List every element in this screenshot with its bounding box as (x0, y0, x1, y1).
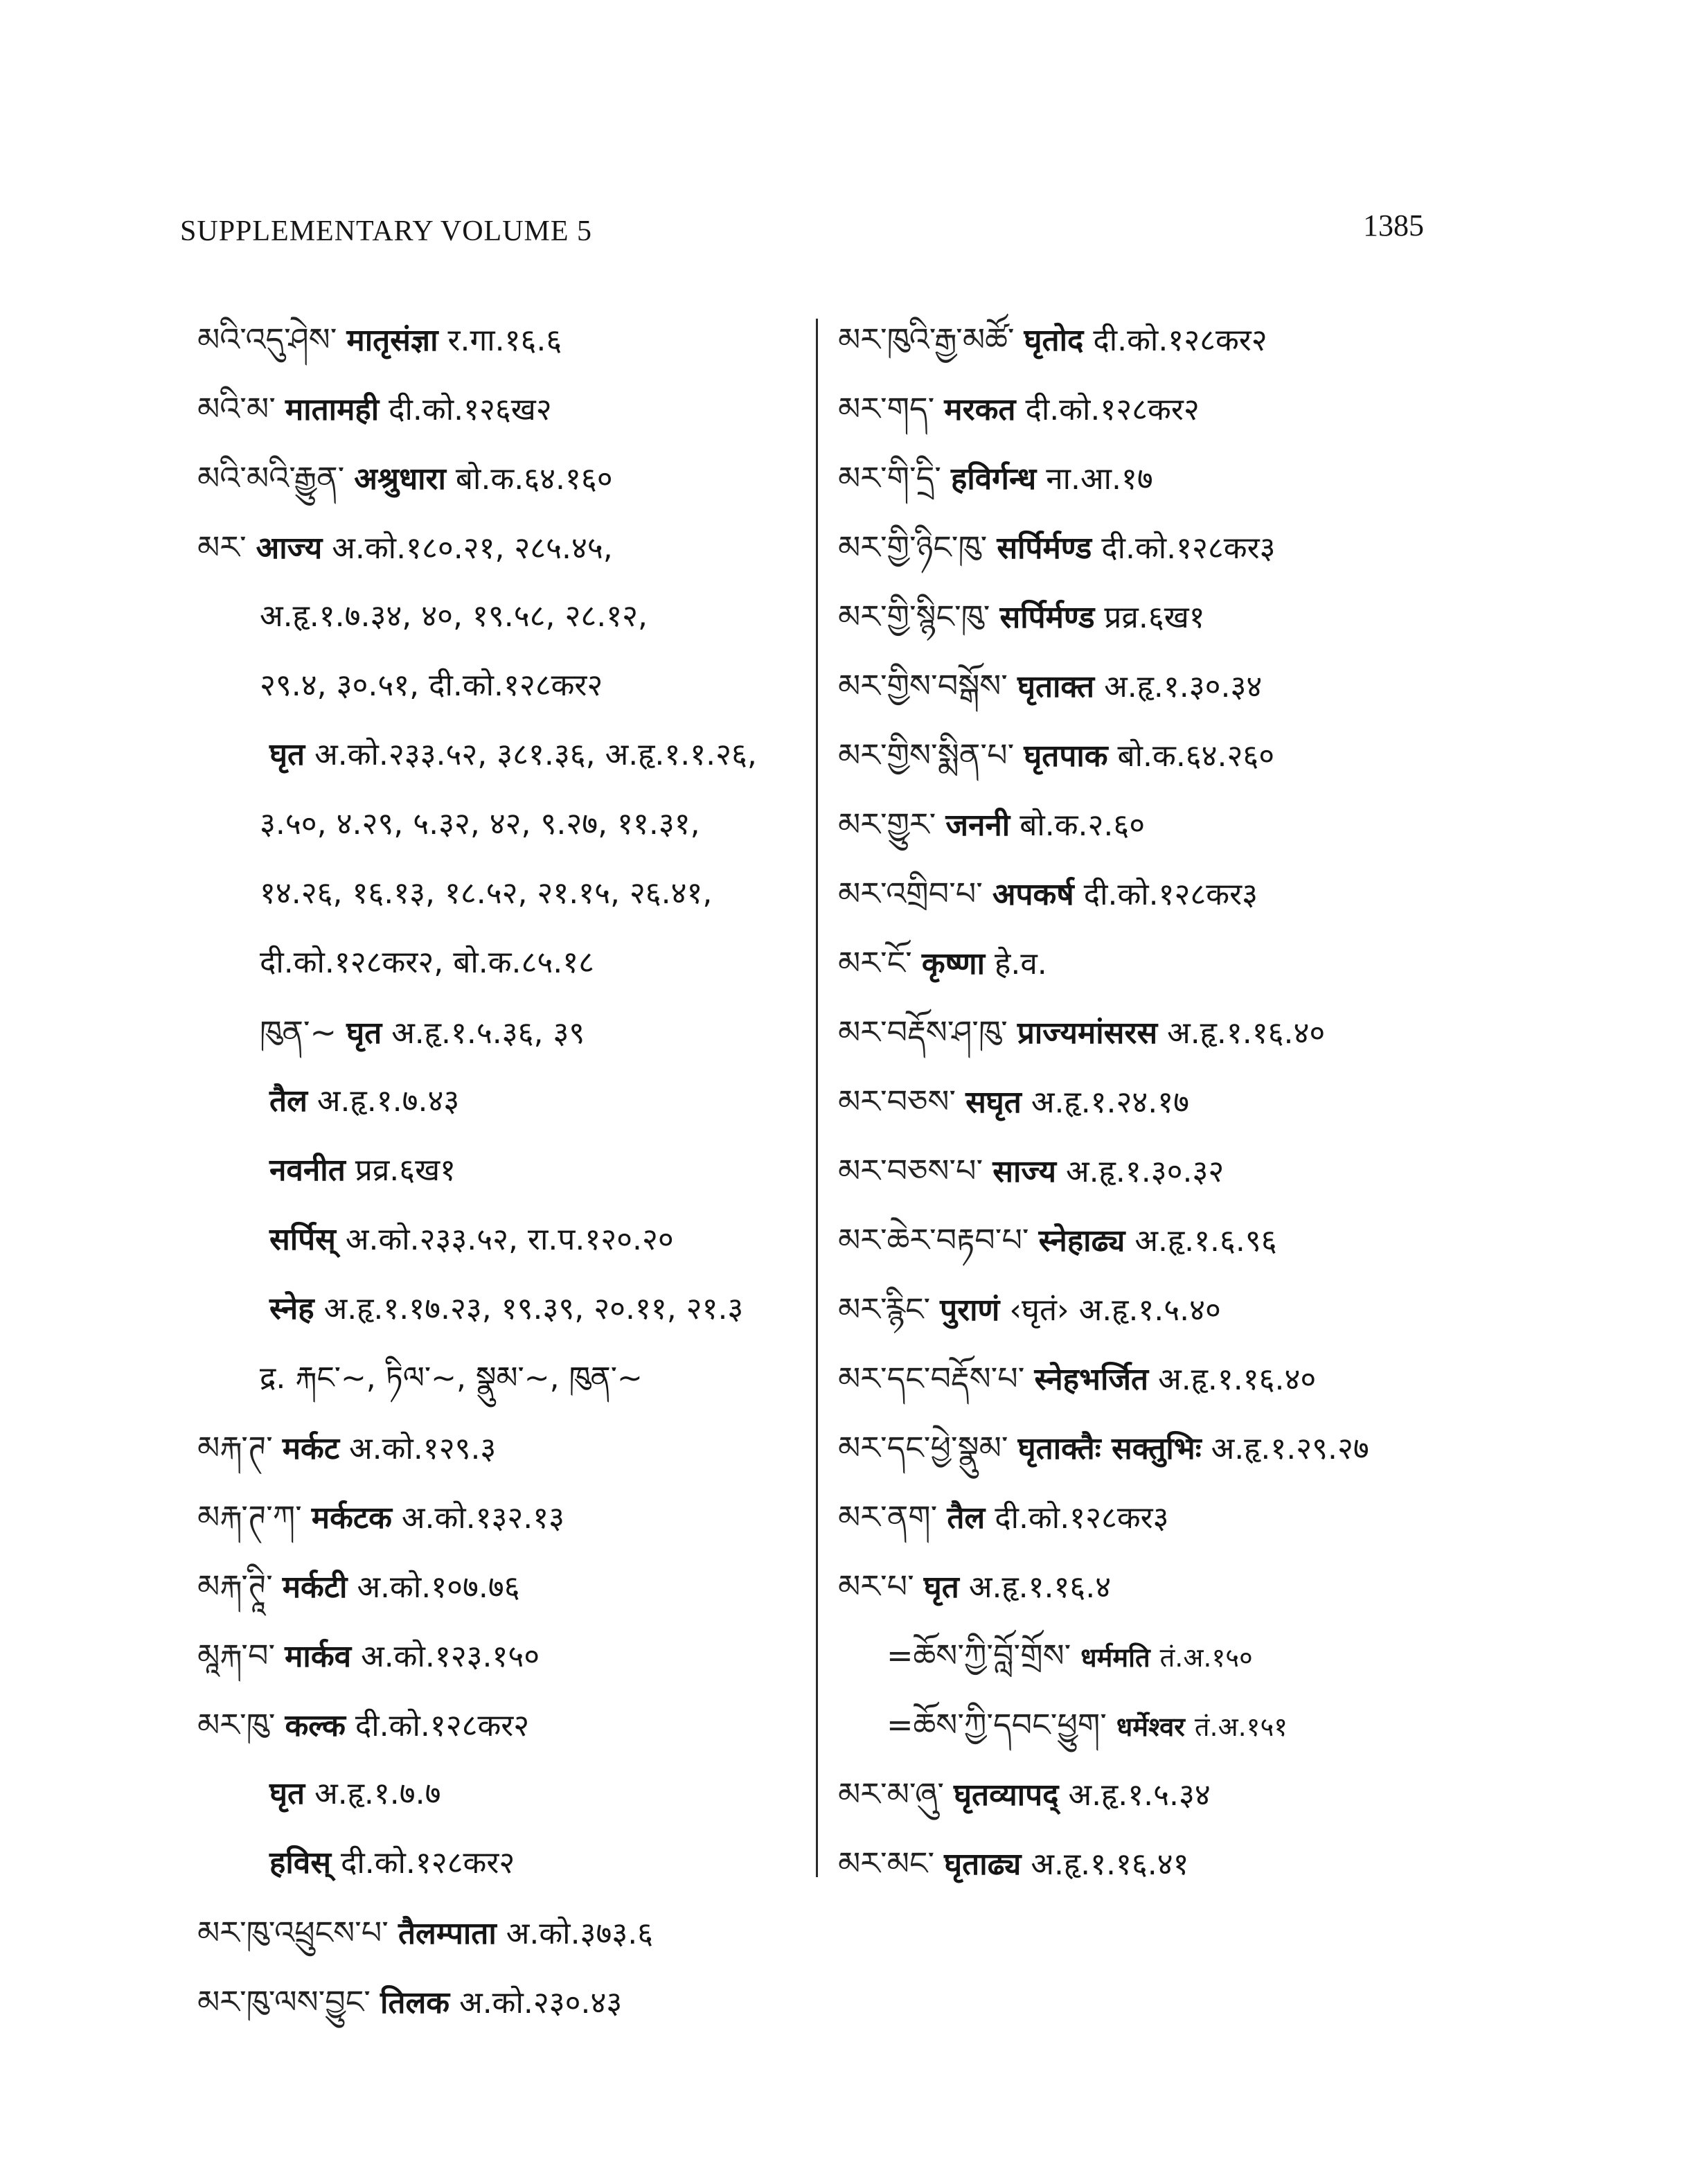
cross-reference (838, 1690, 1475, 1759)
source-reference: अ.हृ.१.२९.२७ (1211, 1431, 1369, 1466)
reference-continuation (197, 790, 814, 859)
sanskrit-equivalent: स्नेहभर्जित (1034, 1362, 1149, 1397)
dictionary-entry (197, 374, 814, 443)
tibetan-headword: མར་པ་ (838, 1568, 914, 1605)
source-reference: अ.हृ.१.१७.२३, १९.३९, २०.११, २१.३ (323, 1291, 744, 1326)
tibetan-headword: མར་བརྡོས་ཤ་ཁུ་ (838, 1013, 1008, 1051)
dictionary-entry (197, 443, 814, 513)
sense-prefix: ཁུན་~ (260, 1013, 337, 1051)
dictionary-entry (838, 374, 1475, 443)
source-reference: अ.को.२३०.४३ (459, 1985, 623, 2021)
source-reference: तं.अ.१५० (1159, 1642, 1253, 1673)
dictionary-entry (838, 305, 1475, 374)
source-reference: अ.हृ.१.७.३४, ४०, १९.५८, २८.१२, (260, 598, 648, 634)
entry-sense (197, 1275, 814, 1344)
dictionary-entry (838, 651, 1475, 720)
source-reference: अ.को.१२३.१५० (361, 1639, 540, 1674)
tibetan-headword: མར་ (197, 529, 247, 566)
entry-sense (197, 997, 814, 1067)
sanskrit-equivalent: प्राज्यमांसरस (1017, 1015, 1158, 1051)
sanskrit-equivalent: घृत (269, 1776, 305, 1811)
sanskrit-equivalent: मर्कट (282, 1431, 340, 1466)
dictionary-entry (838, 443, 1475, 513)
dictionary-entry (197, 1690, 814, 1759)
tibetan-headword: མར་དང་ཕྱེ་སྣུམ་ (838, 1429, 1008, 1466)
tibetan-headword: མརྐ་ཊཱི་ (197, 1568, 273, 1605)
source-reference: दी.को.१२८कर३ (1101, 531, 1276, 566)
sanskrit-equivalent: तिलक (380, 1985, 450, 2021)
sanskrit-equivalent: अपकर्ष (992, 877, 1074, 912)
source-reference: अ.को.३७३.६ (506, 1916, 654, 1951)
tibetan-headword: མར་བཅས་པ་ (838, 1152, 983, 1189)
tibetan-headword: མར་མ་ཞུ་ (838, 1775, 945, 1813)
source-reference: प्रव्र.६ख१ (1104, 600, 1205, 635)
sanskrit-equivalent: धर्ममति (1080, 1642, 1150, 1673)
source-reference: अ.को.२३३.५२, ३८१.३६, अ.हृ.१.१.२६, (314, 737, 757, 772)
tibetan-headword: མར་ནག་ (838, 1498, 938, 1536)
tibetan-headword: མར་གི་དྲི་ (838, 459, 941, 497)
dictionary-entry (197, 513, 814, 582)
page-number: 1385 (1363, 208, 1424, 242)
dictionary-entry (197, 1621, 814, 1690)
tibetan-headword: མར་རྙིང་ (838, 1290, 931, 1328)
dictionary-entry (838, 1482, 1475, 1552)
tibetan-headword: མར་མང་ (838, 1845, 935, 1882)
sanskrit-equivalent: स्नेह (269, 1291, 314, 1326)
source-reference: बो.क.२.६० (1019, 808, 1146, 843)
source-reference: ३.५०, ४.२९, ५.३२, ४२, ९.२७, ११.३१, (260, 806, 700, 842)
source-reference: अ.हृ.१.३०.३४ (1104, 669, 1263, 704)
sanskrit-equivalent: घृताढ्य (944, 1847, 1022, 1882)
running-head: SUPPLEMENTARY VOLUME 5 (180, 215, 593, 247)
sanskrit-equivalent: सर्पिर्मण्ड (997, 531, 1092, 566)
dictionary-entry (838, 859, 1475, 928)
source-reference: दी.को.१२८कर३ (995, 1500, 1169, 1536)
dictionary-entry (838, 997, 1475, 1067)
tibetan-headword: མར་གད་ (838, 390, 935, 427)
source-reference: दी.को.१२८कर२ (340, 1845, 515, 1881)
sanskrit-equivalent: सघृत (965, 1085, 1022, 1120)
dictionary-entry (838, 1413, 1475, 1482)
tibetan-headword: མར་ཆེར་བརྟབ་པ་ (838, 1221, 1029, 1259)
source-reference: बो.क.६४.१६० (455, 461, 613, 497)
right-column (838, 305, 1475, 1898)
source-reference: २९.४, ३०.५१, दी.को.१२८कर२ (260, 668, 603, 703)
tibetan-headword: མའི་མའི་རྒྱུན་ (197, 459, 345, 497)
source-reference: दी.को.१२८कर२ (1025, 392, 1200, 427)
sanskrit-equivalent: आज्य (256, 531, 323, 566)
sanskrit-equivalent: घृताक्त (1017, 669, 1095, 704)
source-reference: अ.हृ.१.३०.३२ (1066, 1154, 1224, 1189)
sanskrit-equivalent: नवनीत (269, 1153, 346, 1188)
tibetan-headword: མར་ཁུ་འཕྲུངས་པ་ (197, 1914, 389, 1951)
entry-sense (197, 1205, 814, 1275)
source-reference: ‹घृतं› अ.हृ.१.५.४० (1009, 1293, 1221, 1328)
tibetan-headword: མར་བཅས་ (838, 1083, 956, 1120)
source-reference: प्रव्र.६ख१ (355, 1153, 456, 1188)
source-reference: तं.अ.१५१ (1194, 1712, 1288, 1742)
sanskrit-equivalent: कल्क (285, 1708, 346, 1743)
source-reference: अ.हृ.१.५.३४ (1068, 1777, 1211, 1813)
sanskrit-equivalent: मातृसंज्ञा (346, 323, 438, 358)
dictionary-entry (838, 1136, 1475, 1205)
tibetan-headword: མར་དང་བརྡོས་པ་ (838, 1360, 1025, 1397)
source-reference: द्र. རྐང་~, ཏིལ་~, སྣུམ་~, ཁུན་~ (260, 1360, 643, 1396)
dictionary-entry (838, 1829, 1475, 1898)
tibetan-headword: མར་འགྲིབ་པ་ (838, 875, 983, 912)
sanskrit-equivalent: जननी (945, 808, 1010, 843)
sanskrit-equivalent: सर्पिस् (269, 1222, 336, 1257)
tibetan-headword: མའི་འདུ་ཤེས་ (197, 321, 337, 358)
sanskrit-equivalent: घृताक्तैः सक्तुभिः (1017, 1431, 1202, 1466)
sanskrit-equivalent: सर्पिर्मण्ड (999, 600, 1095, 635)
sanskrit-equivalent: धर्मेश्वर (1116, 1712, 1185, 1742)
sanskrit-equivalent: कृष्णा (921, 946, 985, 982)
dictionary-entry (838, 1552, 1475, 1621)
reference-continuation (197, 928, 814, 997)
source-reference: अ.को.२३३.५२, रा.प.१२०.२० (345, 1222, 674, 1257)
source-reference: अ.को.१८०.२१, २८५.४५, (332, 531, 613, 566)
tibetan-headword: མར་གྱིས་སྨིན་པ་ (838, 736, 1015, 774)
entry-sense (197, 1067, 814, 1136)
dictionary-entry (838, 790, 1475, 859)
sanskrit-equivalent: साज्य (992, 1154, 1057, 1189)
source-reference: दी.को.१२८कर२ (1093, 323, 1267, 358)
tibetan-headword: མཱརྐ་བ་ (197, 1637, 276, 1674)
tibetan-headword: མར་གྱི་ཉིང་ཁུ་ (838, 529, 988, 566)
dictionary-entry (197, 1482, 814, 1552)
sanskrit-equivalent: मर्कटक (311, 1500, 392, 1536)
dictionary-entry (838, 1067, 1475, 1136)
dictionary-entry (838, 1275, 1475, 1344)
dictionary-entry (197, 1552, 814, 1621)
source-reference: अ.हृ.१.१६.४१ (1031, 1847, 1189, 1882)
tibetan-headword: མར་གྱུར་ (838, 806, 936, 843)
sanskrit-equivalent: मरकत (944, 392, 1016, 427)
source-reference: र.गा.१६.६ (447, 323, 562, 358)
column-divider (816, 319, 818, 1877)
dictionary-entry (197, 1413, 814, 1482)
source-reference: अ.हृ.१.७.७ (314, 1776, 441, 1811)
sanskrit-equivalent: घृत (269, 737, 305, 772)
source-reference: ना.आ.१७ (1046, 461, 1153, 497)
cross-reference (838, 1621, 1475, 1690)
sanskrit-equivalent: घृतोद (1024, 323, 1084, 358)
reference-continuation (197, 651, 814, 720)
sanskrit-equivalent: तैलम्पाता (398, 1916, 497, 1951)
sanskrit-equivalent: घृत (923, 1570, 959, 1605)
source-reference: अ.हृ.१.६.९६ (1134, 1223, 1277, 1259)
sanskrit-equivalent: पुराणं (940, 1293, 1000, 1328)
dictionary-entry (197, 1898, 814, 1967)
sanskrit-equivalent: हविस् (269, 1845, 331, 1881)
page-header (180, 208, 1424, 256)
source-reference: दी.को.१२८कर२, बो.क.८५.१८ (260, 945, 594, 980)
dictionary-entry (838, 1759, 1475, 1829)
dictionary-entry (838, 1205, 1475, 1275)
dictionary-entry (838, 1344, 1475, 1413)
sanskrit-equivalent: मर्कटी (282, 1570, 348, 1605)
source-reference: दी.को.१२८कर३ (1083, 877, 1258, 912)
sanskrit-equivalent: तैल (947, 1500, 986, 1536)
dictionary-entry (838, 513, 1475, 582)
source-reference: बो.क.६४.२६० (1117, 738, 1275, 774)
source-reference: अ.हृ.१.७.४३ (317, 1083, 460, 1119)
source-reference: हे.व. (994, 946, 1047, 982)
entry-sense (197, 720, 814, 790)
dictionary-entry (838, 720, 1475, 790)
source-reference: १४.२६, १६.१३, १८.५२, २१.१५, २६.४१, (260, 876, 713, 911)
sanskrit-equivalent: तैल (269, 1083, 308, 1119)
entry-sense (197, 1759, 814, 1829)
sanskrit-equivalent: मातामही (285, 392, 380, 427)
source-reference: अ.हृ.१.१६.४० (1167, 1015, 1326, 1051)
tibetan-headword: མའི་མ་ (197, 390, 276, 427)
source-reference: दी.को.१२८कर२ (355, 1708, 530, 1743)
dictionary-entry (838, 582, 1475, 651)
source-reference: अ.हृ.१.१६.४ (968, 1570, 1112, 1605)
entry-sense (197, 1136, 814, 1205)
source-reference: अ.को.१०७.७६ (357, 1570, 520, 1605)
sanskrit-equivalent: मार्कव (285, 1639, 352, 1674)
dictionary-entry (197, 305, 814, 374)
source-reference: अ.हृ.१.५.३६, ३९ (391, 1015, 585, 1051)
tibetan-headword: མར་གྱིས་བསྒོས་ (838, 667, 1008, 704)
tibetan-headword: མར་ངོ་ (838, 944, 912, 982)
xref-tibetan: =ཆོས་ཀྱི་དབང་ཕྱུག་ (887, 1706, 1107, 1743)
dictionary-entry (197, 1967, 814, 2036)
tibetan-headword: མར་ཁུ་ (197, 1706, 276, 1743)
sanskrit-equivalent: हविर्गन्ध (950, 461, 1037, 497)
tibetan-headword: མརྐ་ཊ་ཀ་ (197, 1498, 302, 1536)
xref-tibetan: =ཆོས་ཀྱི་བློ་གྲོས་ (887, 1637, 1071, 1674)
source-reference: दी.को.१२६ख२ (389, 392, 552, 427)
sanskrit-equivalent: स्नेहाढ्य (1038, 1223, 1125, 1259)
tibetan-headword: མར་ཁུའི་རྒྱ་མཚོ་ (838, 321, 1015, 358)
tibetan-headword: མརྐ་ཊ་ (197, 1429, 273, 1466)
entry-sense (197, 1829, 814, 1898)
tibetan-headword: མར་ཁུ་ལས་བྱུང་ (197, 1983, 371, 2021)
sanskrit-equivalent: घृतव्यापद् (954, 1777, 1059, 1813)
source-reference: अ.को.१२९.३ (349, 1431, 497, 1466)
sanskrit-equivalent: घृतपाक (1024, 738, 1108, 774)
dictionary-entry (838, 928, 1475, 997)
reference-continuation (197, 859, 814, 928)
source-reference: अ.हृ.१.१६.४० (1158, 1362, 1317, 1397)
sanskrit-equivalent: अश्रुधारा (354, 461, 446, 497)
reference-continuation (197, 582, 814, 651)
sanskrit-equivalent: घृत (346, 1015, 382, 1051)
entry-sense (197, 1344, 814, 1413)
left-column (197, 305, 814, 2036)
tibetan-headword: མར་གྱི་སྙིང་ཁུ་ (838, 598, 990, 635)
source-reference: अ.को.१३२.१३ (401, 1500, 565, 1536)
source-reference: अ.हृ.१.२४.१७ (1031, 1085, 1190, 1120)
